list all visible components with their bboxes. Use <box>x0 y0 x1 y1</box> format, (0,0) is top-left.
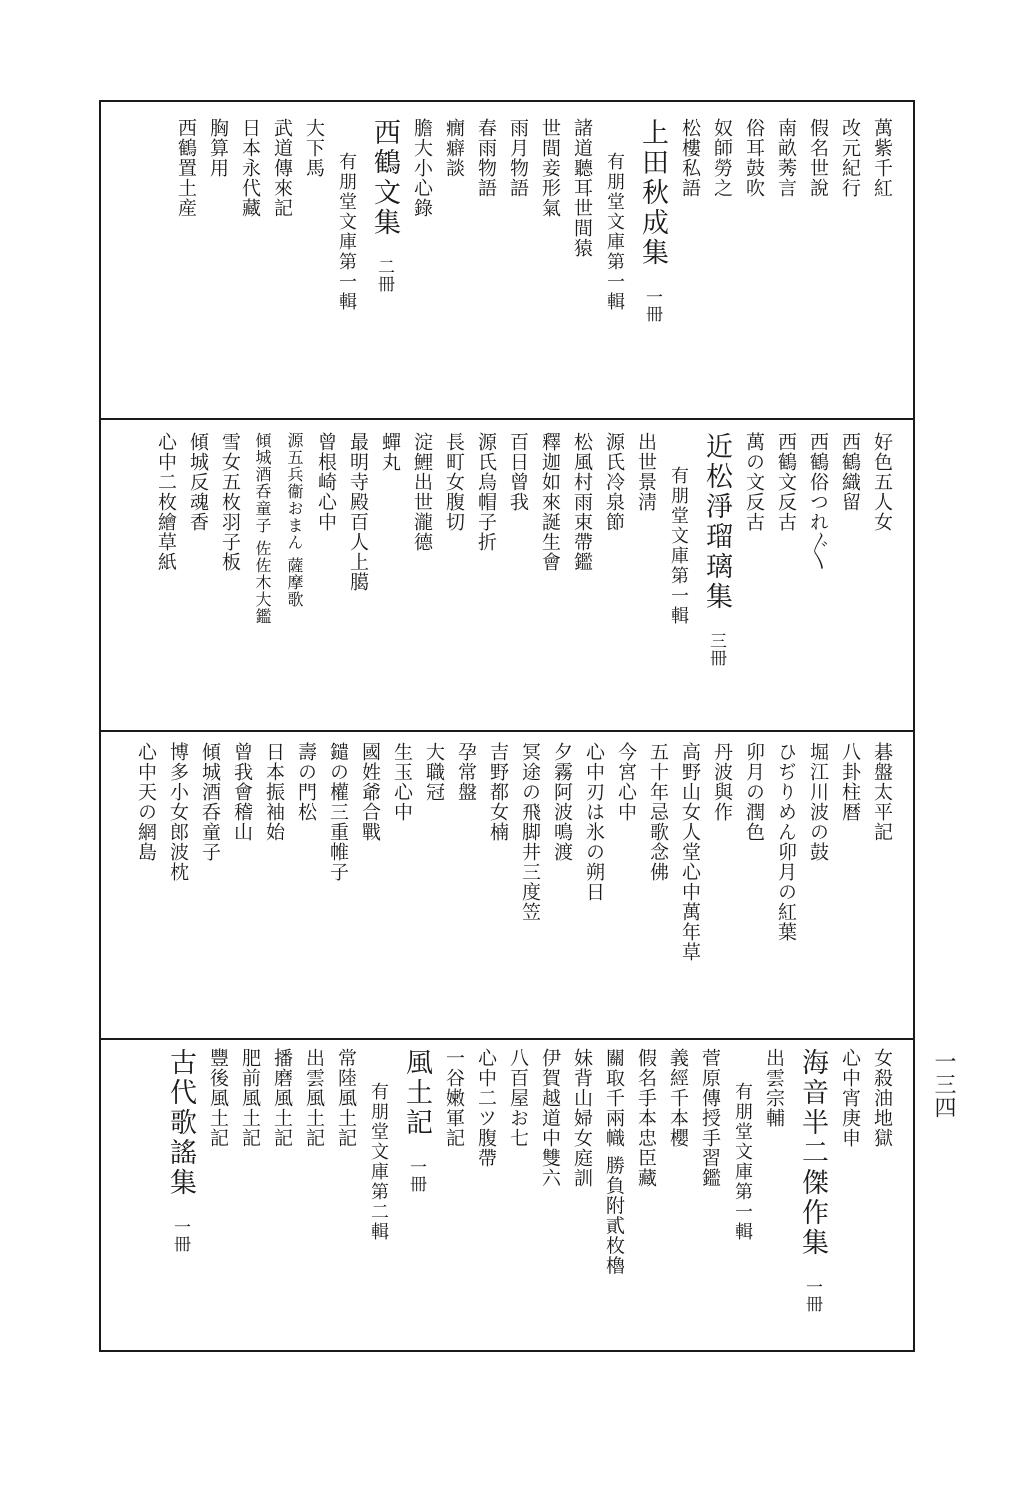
catalog-entry <box>534 432 566 572</box>
publisher-line <box>330 118 362 312</box>
entry-text: 奴師勞之 <box>711 118 733 198</box>
collection-heading <box>630 118 674 322</box>
entry-text: 孕常盤 <box>455 742 477 802</box>
entry-text: 源氏烏帽子折 <box>475 432 497 552</box>
entry-text: 有朋堂文庫第一輯 <box>604 152 625 312</box>
entry-text: 長町女腹切 <box>443 432 465 532</box>
catalog-entry <box>866 432 898 532</box>
catalog-entry <box>374 432 406 472</box>
catalog-entry <box>330 1048 362 1148</box>
entry-text: 心中刃は氷の朔日 <box>583 742 605 902</box>
entry-text: 西鶴文反古 <box>775 432 797 532</box>
catalog-entry <box>502 118 534 198</box>
catalog-entry <box>130 742 162 862</box>
entry-text: 俗耳鼓吹 <box>743 118 765 198</box>
entry-text: 傾城酒呑童子 佐佐木大鑑 <box>253 432 272 626</box>
entry-text: 八百屋お七 <box>507 1048 529 1148</box>
catalog-entry <box>450 742 482 802</box>
entry-text: 諸道聽耳世間猿 <box>571 118 593 258</box>
entry-text: 豐後風土記 <box>207 1048 229 1148</box>
catalog-entry <box>234 118 266 218</box>
catalog-entry <box>226 742 258 842</box>
catalog-entry <box>610 742 642 822</box>
entry-text: 好色五人女 <box>871 432 893 532</box>
volume-count: 三冊 <box>706 632 726 666</box>
entry-text: 五十年忌歌念佛 <box>647 742 669 882</box>
entry-text: 武道傳來記 <box>271 118 293 218</box>
collection-heading <box>158 1048 202 1252</box>
entry-text: 西鶴置土産 <box>175 118 197 218</box>
catalog-entry <box>162 742 194 882</box>
catalog-entry <box>566 118 598 258</box>
entry-text: 鑓の權三重帷子 <box>327 742 349 882</box>
catalog-entry <box>470 118 502 198</box>
catalog-entry <box>502 432 534 512</box>
entry-text: 關取千兩幟 勝負附貳枚櫓 <box>603 1048 625 1276</box>
entry-text: 日本永代藏 <box>239 118 261 218</box>
entry-text: 西鶴文集 <box>369 118 400 238</box>
entry-text: 心中二ツ腹帶 <box>475 1048 497 1168</box>
entry-text: 伊賀越道中雙六 <box>539 1048 561 1188</box>
entry-text: 西鶴俗つれ〴〵 <box>807 432 829 571</box>
entry-text: 冥途の飛脚井三度笠 <box>519 742 541 922</box>
entry-text: 雪女五枚羽子板 <box>219 432 241 572</box>
entry-text: 博多小女郎波枕 <box>167 742 189 882</box>
catalog-entry <box>266 118 298 218</box>
catalog-entry <box>406 118 438 218</box>
catalog-entry <box>182 432 214 532</box>
catalog-entry <box>234 1048 266 1148</box>
entry-text: 堀江川波の鼓 <box>807 742 829 862</box>
catalog-entry <box>278 432 310 608</box>
catalog-entry <box>406 432 438 552</box>
entry-text: 雨月物語 <box>507 118 529 198</box>
entry-text: 今宮心中 <box>615 742 637 822</box>
catalog-entry <box>202 1048 234 1148</box>
entry-text: 西鶴織留 <box>839 432 861 512</box>
catalog-entry <box>802 742 834 862</box>
entry-text: 胸算用 <box>207 118 229 178</box>
collection-heading <box>694 432 738 666</box>
catalog-entry <box>802 432 834 571</box>
entry-text: 百日曾我 <box>507 432 529 512</box>
entry-text: 碁盤太平記 <box>871 742 893 842</box>
catalog-section-4 <box>118 1048 898 1340</box>
catalog-entry <box>470 1048 502 1168</box>
publisher-line <box>362 1048 394 1242</box>
entry-text: 有朋堂文庫第一輯 <box>732 1082 753 1242</box>
entry-text: 大下馬 <box>303 118 325 178</box>
entry-text: 夕霧阿波鳴渡 <box>551 742 573 862</box>
catalog-entry <box>502 1048 534 1148</box>
catalog-entry <box>322 742 354 882</box>
entry-text: 釋迦如來誕生會 <box>539 432 561 572</box>
entry-text: 假名世說 <box>807 118 829 198</box>
section-divider-1 <box>99 418 915 420</box>
entry-text: 丹波與作 <box>711 742 733 822</box>
entry-text: 常陸風土記 <box>335 1048 357 1148</box>
entry-text: 有朋堂文庫第一輯 <box>336 152 357 312</box>
entry-text: 世間妾形氣 <box>539 118 561 218</box>
catalog-entry <box>578 742 610 902</box>
catalog-section-3 <box>118 742 898 1032</box>
catalog-entry <box>258 742 290 842</box>
entry-text: 松樓私語 <box>679 118 701 198</box>
catalog-entry <box>482 742 514 842</box>
entry-text: 春雨物語 <box>475 118 497 198</box>
volume-count: 一冊 <box>406 1158 426 1192</box>
entry-text: 女殺油地獄 <box>871 1048 893 1148</box>
entry-text: 傾城反魂香 <box>187 432 209 532</box>
catalog-entry <box>170 118 202 218</box>
catalog-entry <box>706 742 738 822</box>
catalog-entry <box>298 1048 330 1148</box>
entry-text: 卯月の潤色 <box>743 742 765 842</box>
entry-text: 有朋堂文庫第二輯 <box>368 1082 389 1242</box>
catalog-entry <box>534 118 566 218</box>
catalog-entry <box>290 742 322 822</box>
entry-text: 南畝莠言 <box>775 118 797 198</box>
entry-text: 膽大小心錄 <box>411 118 433 218</box>
entry-text: 心中二枚繪草紙 <box>155 432 177 572</box>
catalog-entry <box>266 1048 298 1148</box>
catalog-entry <box>630 432 662 512</box>
entry-text: 改元紀行 <box>839 118 861 198</box>
catalog-entry <box>566 1048 598 1188</box>
catalog-entry <box>418 742 450 802</box>
entry-text: 有朋堂文庫第一輯 <box>668 466 689 626</box>
entry-text: 妹背山婦女庭訓 <box>571 1048 593 1188</box>
catalog-entry <box>738 118 770 198</box>
catalog-entry <box>598 1048 630 1275</box>
entry-text: ひぢりめん卯月の紅葉 <box>775 742 797 942</box>
page-number: 一三四 <box>931 1050 956 1119</box>
catalog-entry <box>246 432 278 625</box>
catalog-entry <box>546 742 578 862</box>
catalog-entry <box>150 432 182 572</box>
entry-text: 出雲宗輔 <box>763 1048 785 1128</box>
catalog-entry <box>598 432 630 532</box>
catalog-entry <box>834 118 866 198</box>
entry-text: 高野山女人堂心中萬年草 <box>679 742 701 962</box>
entry-text: 播磨風土記 <box>271 1048 293 1148</box>
publisher-line <box>662 432 694 626</box>
catalog-entry <box>342 432 374 592</box>
entry-text: 近松淨瑠璃集 <box>701 432 732 612</box>
catalog-entry <box>770 432 802 532</box>
catalog-entry <box>834 742 866 822</box>
collection-heading <box>394 1048 438 1192</box>
catalog-entry <box>642 742 674 882</box>
catalog-entry <box>202 118 234 178</box>
catalog-entry <box>866 1048 898 1148</box>
volume-count: 一冊 <box>642 288 662 322</box>
entry-text: 淀鯉出世瀧德 <box>411 432 433 552</box>
entry-text: 萬紫千紅 <box>871 118 893 198</box>
catalog-entry <box>630 1048 662 1188</box>
section-divider-2 <box>99 730 915 732</box>
entry-text: 假名手本忠臣藏 <box>635 1048 657 1188</box>
volume-count: 二冊 <box>374 258 394 292</box>
entry-text: 源氏冷泉節 <box>603 432 625 532</box>
catalog-entry <box>866 118 898 198</box>
catalog-entry <box>534 1048 566 1188</box>
catalog-entry <box>770 118 802 198</box>
catalog-entry <box>738 432 770 532</box>
catalog-entry <box>802 118 834 198</box>
catalog-entry <box>194 742 226 862</box>
entry-text: 源五兵衞おまん 薩摩歌 <box>285 432 304 609</box>
entry-text: 古代歌謠集 <box>165 1048 196 1198</box>
entry-text: 心中宵庚申 <box>839 1048 861 1148</box>
volume-count: 一冊 <box>802 1278 822 1312</box>
entry-text: 上田秋成集 <box>637 118 668 268</box>
entry-text: 八卦柱暦 <box>839 742 861 822</box>
entry-text: 萬の文反古 <box>743 432 765 532</box>
catalog-entry <box>470 432 502 552</box>
entry-text: 菅原傳授手習鑑 <box>699 1048 721 1188</box>
entry-text: 曾根崎心中 <box>315 432 337 532</box>
entry-text: 生玉心中 <box>391 742 413 822</box>
collection-heading <box>362 118 406 292</box>
publisher-line <box>726 1048 758 1242</box>
entry-text: 最明寺殿百人上臈 <box>347 432 369 592</box>
catalog-entry <box>438 1048 470 1148</box>
collection-heading <box>790 1048 834 1312</box>
volume-count: 一冊 <box>170 1218 190 1252</box>
catalog-entry <box>694 1048 726 1188</box>
section-divider-3 <box>99 1038 915 1040</box>
entry-text: 義經千本櫻 <box>667 1048 689 1148</box>
entry-text: 國姓爺合戰 <box>359 742 381 842</box>
catalog-entry <box>214 432 246 572</box>
catalog-section-2 <box>118 432 898 722</box>
entry-text: 壽の門松 <box>295 742 317 822</box>
entry-text: 心中天の網島 <box>135 742 157 862</box>
entry-text: 一谷嫩軍記 <box>443 1048 465 1148</box>
catalog-entry <box>758 1048 790 1128</box>
catalog-entry <box>310 432 342 532</box>
catalog-entry <box>770 742 802 942</box>
catalog-entry <box>834 1048 866 1148</box>
catalog-entry <box>662 1048 694 1148</box>
entry-text: 日本振袖始 <box>263 742 285 842</box>
catalog-entry <box>386 742 418 822</box>
entry-text: 曾我會稽山 <box>231 742 253 842</box>
catalog-entry <box>738 742 770 842</box>
catalog-entry <box>674 118 706 198</box>
entry-text: 出雲風土記 <box>303 1048 325 1148</box>
catalog-entry <box>298 118 330 178</box>
entry-text: 癇癖談 <box>443 118 465 178</box>
catalog-entry <box>438 432 470 532</box>
catalog-entry <box>674 742 706 962</box>
catalog-entry <box>706 118 738 198</box>
catalog-entry <box>354 742 386 842</box>
entry-text: 松風村雨束帶鑑 <box>571 432 593 572</box>
entry-text: 傾城酒呑童子 <box>199 742 221 862</box>
catalog-entry <box>438 118 470 178</box>
entry-text: 大職冠 <box>423 742 445 802</box>
catalog-section-1 <box>118 118 898 408</box>
publisher-line <box>598 118 630 312</box>
entry-text: 海音半二傑作集 <box>797 1048 828 1258</box>
catalog-entry <box>834 432 866 512</box>
entry-text: 吉野都女楠 <box>487 742 509 842</box>
entry-text: 肥前風土記 <box>239 1048 261 1148</box>
catalog-entry <box>514 742 546 922</box>
entry-text: 出世景淸 <box>635 432 657 512</box>
catalog-entry <box>866 742 898 842</box>
entry-text: 蟬丸 <box>379 432 401 472</box>
catalog-entry <box>566 432 598 572</box>
entry-text: 風土記 <box>401 1048 432 1138</box>
